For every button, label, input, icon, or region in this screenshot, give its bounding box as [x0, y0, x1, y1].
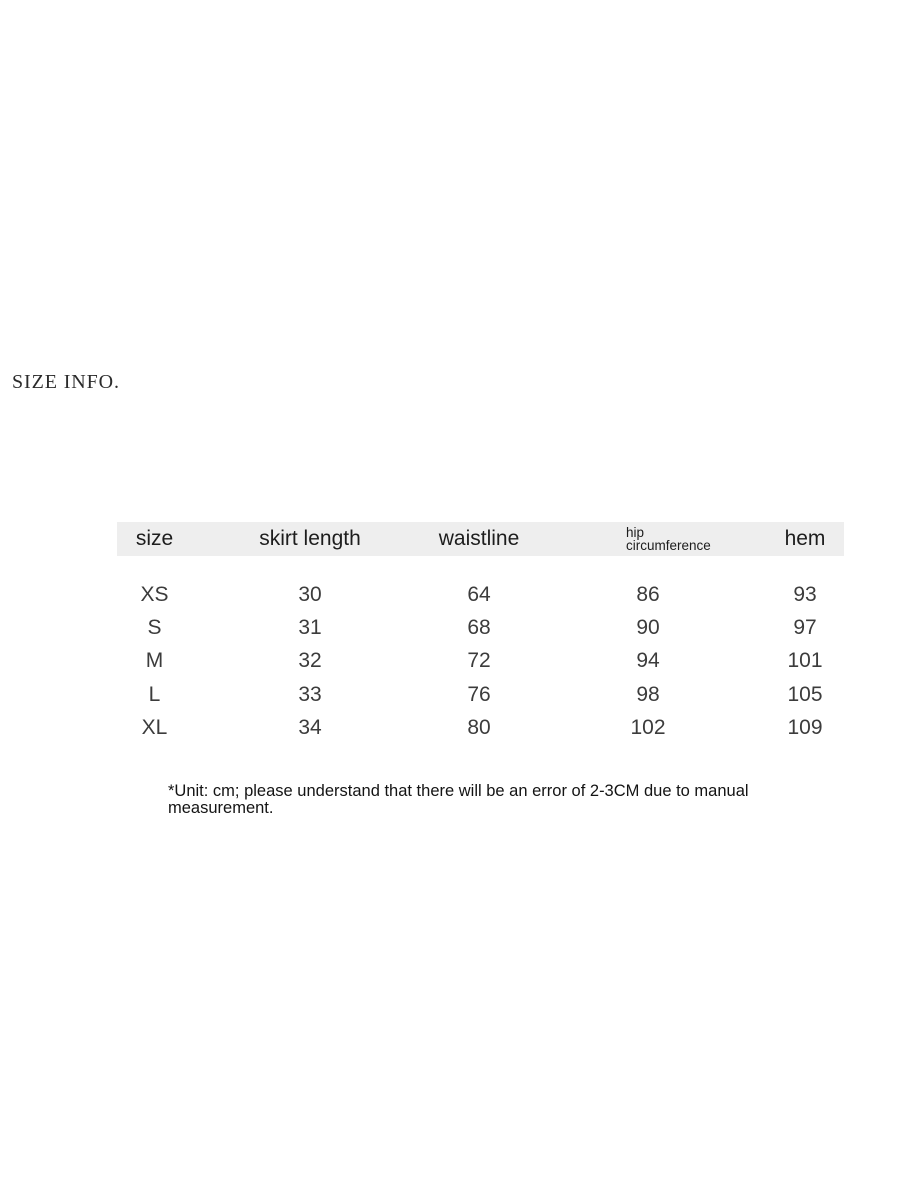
table-body	[117, 556, 844, 745]
column-header-size: size	[135, 527, 174, 550]
column-header-hem: hem	[784, 527, 826, 550]
size-table	[117, 522, 844, 745]
cell-size: XS	[140, 582, 169, 606]
table-row-l	[117, 678, 844, 711]
cell-waistline: 72	[467, 649, 491, 673]
table-row-xs	[117, 578, 844, 611]
cell-hem: 97	[793, 616, 817, 640]
cell-skirt-length: 32	[298, 649, 322, 673]
cell-waistline: 64	[467, 582, 491, 606]
hip-circumference-label: hip circumference	[626, 524, 711, 553]
cell-waistline: 80	[467, 716, 491, 740]
cell-skirt-length: 31	[298, 616, 322, 640]
cell-hem: 101	[787, 649, 823, 673]
table-header-row	[117, 522, 844, 556]
measurement-note: *Unit: cm; please understand that there will be an error of 2-3CM due to manual measurement.	[168, 782, 749, 817]
cell-size: L	[148, 682, 161, 706]
cell-waistline: 76	[467, 682, 491, 706]
table-row-m	[117, 645, 844, 678]
cell-hip-circumference: 94	[636, 649, 660, 673]
cell-hip-circumference: 98	[636, 682, 660, 706]
section-title: SIZE INFO.	[12, 371, 120, 393]
cell-skirt-length: 30	[298, 582, 322, 606]
cell-hip-circumference: 102	[630, 716, 666, 740]
table-row-s	[117, 611, 844, 644]
column-header-hip-circumference	[530, 526, 766, 553]
cell-size: S	[147, 616, 162, 640]
cell-waistline: 68	[467, 616, 491, 640]
cell-skirt-length: 34	[298, 716, 322, 740]
cell-size: M	[145, 649, 164, 673]
column-header-skirt-length: skirt length	[259, 527, 361, 550]
cell-hem: 93	[793, 582, 817, 606]
cell-skirt-length: 33	[298, 682, 322, 706]
cell-size: XL	[141, 716, 168, 740]
cell-hip-circumference: 86	[636, 582, 660, 606]
cell-hem: 109	[787, 716, 823, 740]
column-header-waistline: waistline	[438, 527, 520, 550]
table-row-xl	[117, 712, 844, 745]
cell-hem: 105	[787, 682, 823, 706]
cell-hip-circumference: 90	[636, 616, 660, 640]
